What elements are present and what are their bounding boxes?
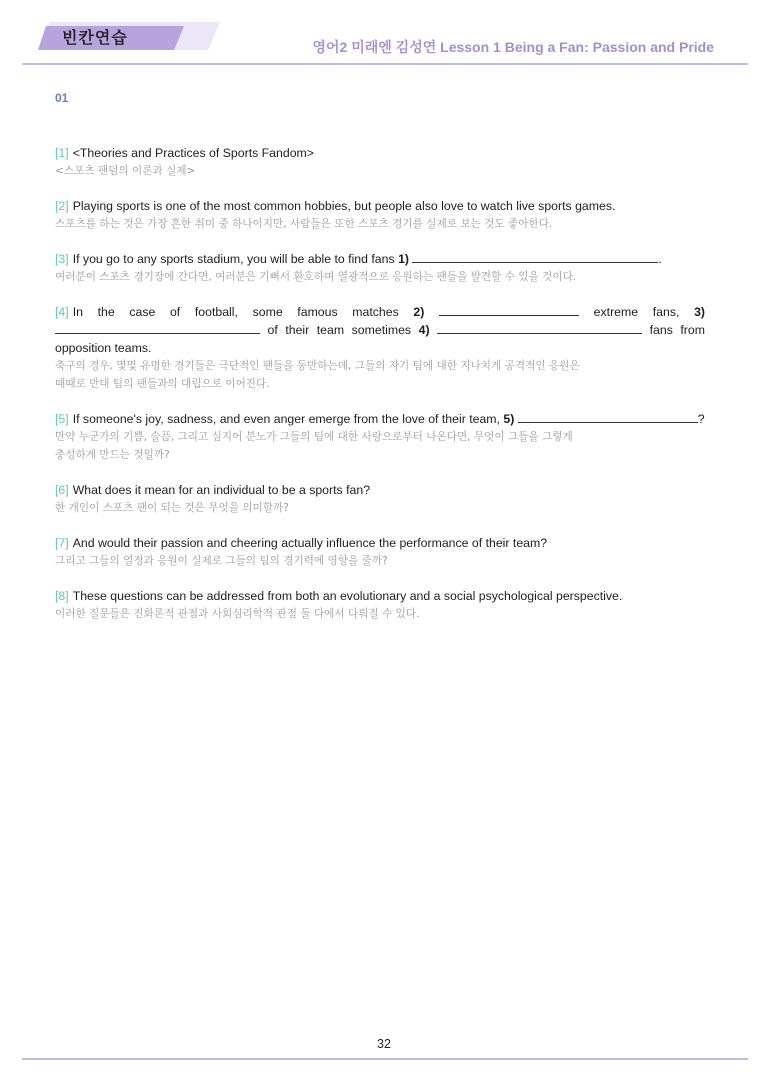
sentence-en: of their team sometimes — [267, 323, 412, 337]
sentence-4 — [55, 303, 705, 393]
sentence-marker: [2] — [55, 199, 69, 213]
sentence-marker: [7] — [55, 536, 69, 550]
sentence-ko: 때때로 반대 팀의 팬들과의 대립으로 이어진다. — [55, 378, 270, 390]
sentence-2 — [55, 197, 705, 233]
sentence-ko: 이러한 질문들은 진화론적 관점과 사회심리학적 관점 둘 다에서 다뤄질 수 있다. — [55, 608, 420, 620]
sentence-ko: 그리고 그들의 열정과 응원이 실제로 그들의 팀의 경기력에 영향을 줄까? — [55, 555, 388, 567]
sentence-5 — [55, 410, 705, 464]
sentence-marker: [8] — [55, 589, 69, 603]
passage — [55, 144, 705, 640]
section-tab-label: 빈칸연습 — [62, 28, 128, 47]
question-number: 01 — [55, 91, 69, 105]
lesson-title: 영어2 미래엔 김성연 Lesson 1 Being a Fan: Passion and Pride — [312, 39, 714, 55]
sentence-marker: [4] — [55, 305, 69, 319]
answer-blank-1[interactable] — [412, 250, 658, 263]
sentence-6 — [55, 481, 705, 517]
sentence-en: What does it mean for an individual to be a sports fan? — [72, 483, 371, 497]
page-number: 32 — [377, 1037, 391, 1051]
sentence-ko: 축구의 경우, 몇몇 유명한 경기들은 극단적인 팬들을 동반하는데, 그들의 자기 팀에 대한 지나치게 공격적인 응원은 — [55, 360, 580, 372]
sentence-en: These questions can be addressed from both an evolutionary and a social psychological perspective. — [72, 589, 623, 603]
sentence-marker: [3] — [55, 252, 69, 266]
answer-blank-3[interactable] — [55, 321, 260, 334]
sentence-ko: 충성하게 만드는 것일까? — [55, 449, 170, 461]
answer-blank-5[interactable] — [518, 410, 698, 423]
blank-number: 5) — [503, 412, 515, 426]
sentence-3 — [55, 250, 705, 286]
sentence-ko: 만약 누군가의 기쁨, 슬픔, 그리고 심지어 분노가 그들의 팀에 대한 사랑으로부터 나온다면, 무엇이 그들을 그렇게 — [55, 431, 573, 443]
blank-number: 3) — [694, 305, 705, 319]
sentence-en: In the case of football, some famous matches — [72, 305, 399, 319]
sentence-marker: [5] — [55, 412, 69, 426]
footer-divider — [22, 1058, 748, 1060]
sentence-en: extreme fans, — [593, 305, 680, 319]
sentence-en: If someone's joy, sadness, and even anger emerge from the love of their team, — [72, 412, 500, 426]
sentence-ko: 여러분이 스포츠 경기장에 간다면, 여러분은 기뻐서 환호하며 열광적으로 응원하는 팬들을 발견할 수 있을 것이다. — [55, 271, 577, 283]
sentence-en: ? — [697, 412, 705, 426]
header-divider — [22, 63, 748, 65]
sentence-7 — [55, 534, 705, 570]
sentence-en: And would their passion and cheering actually influence the performance of their team? — [72, 536, 548, 550]
sentence-ko: 스포츠를 하는 것은 가장 흔한 취미 중 하나이지만, 사람들은 또한 스포츠 경기를 실제로 보는 것도 좋아한다. — [55, 218, 553, 230]
sentence-marker: [1] — [55, 146, 69, 160]
blank-number: 4) — [418, 323, 430, 337]
sentence-1 — [55, 144, 705, 180]
answer-blank-2[interactable] — [439, 303, 579, 316]
sentence-marker: [6] — [55, 483, 69, 497]
sentence-en: fans from opposition teams. — [55, 323, 705, 355]
sentence-en: Playing sports is one of the most common hobbies, but people also love to watch live sports games. — [72, 199, 616, 213]
sentence-8 — [55, 587, 705, 623]
sentence-en: If you go to any sports stadium, you will be able to find fans — [72, 252, 395, 266]
sentence-ko: <스포츠 팬덤의 이론과 실제> — [55, 165, 196, 177]
sentence-en: . — [658, 252, 662, 266]
blank-number: 1) — [398, 252, 409, 266]
page-header — [0, 0, 768, 70]
sentence-ko: 한 개인이 스포츠 팬이 되는 것은 무엇을 의미할까? — [55, 502, 289, 514]
sentence-en: <Theories and Practices of Sports Fandom> — [72, 146, 314, 160]
blank-number: 2) — [413, 305, 425, 319]
answer-blank-4[interactable] — [437, 321, 642, 334]
